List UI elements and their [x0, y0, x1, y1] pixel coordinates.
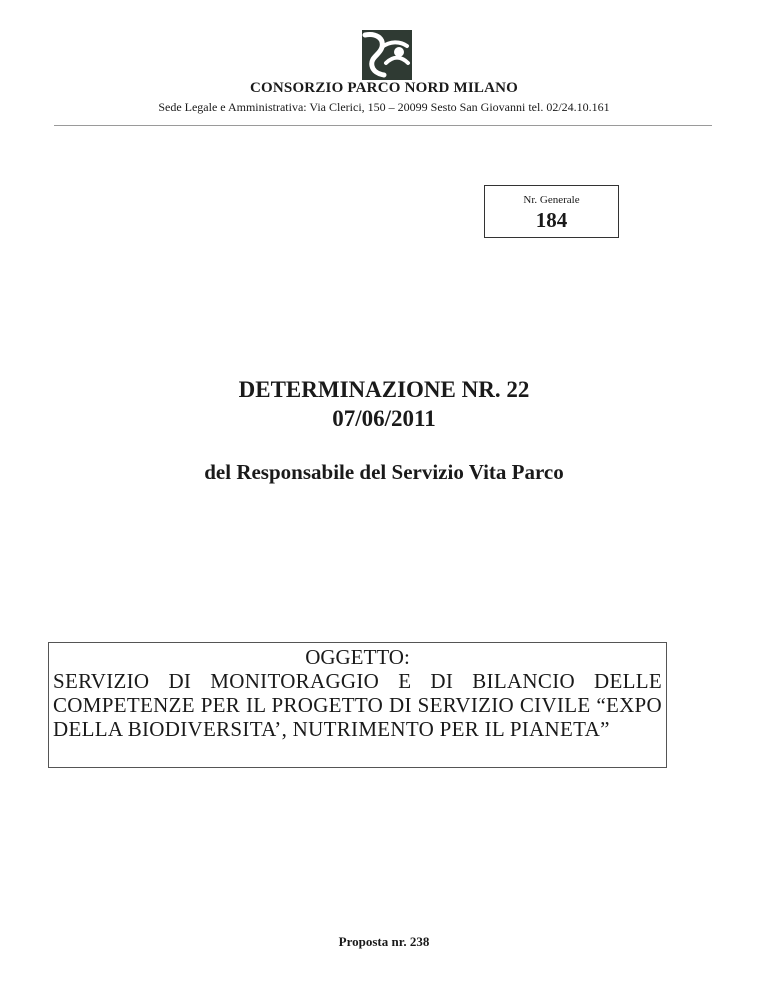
subject-text: SERVIZIO DI MONITORAGGIO E DI BILANCIO DELLE COMPETENZE PER IL PROGETTO DI SERVIZIO CIVILE “EXPO DELLA BIODIVERSITA’, NUTRIMENTO PER IL PIANETA” — [53, 669, 662, 741]
general-number-box — [484, 185, 619, 238]
determination-heading — [0, 375, 768, 433]
determination-subtitle: del Responsabile del Servizio Vita Parco — [204, 460, 564, 484]
proposal-number: Proposta nr. 238 — [338, 934, 430, 949]
determination-title: DETERMINAZIONE NR. 22 — [238, 377, 530, 402]
subject-label: OGGETTO: — [305, 645, 410, 669]
parco-nord-logo-icon — [362, 30, 412, 80]
organization-name: CONSORZIO PARCO NORD MILANO — [249, 80, 519, 96]
subject-box — [48, 642, 667, 768]
organization-address: Sede Legale e Amministrativa: Via Clerici, 150 – 20099 Sesto San Giovanni tel. 02/24.10.161 — [158, 100, 610, 114]
determination-date: 07/06/2011 — [332, 406, 436, 431]
header-divider — [54, 125, 712, 126]
general-number-label: Nr. Generale — [523, 194, 580, 206]
general-number-value: 184 — [535, 208, 568, 232]
